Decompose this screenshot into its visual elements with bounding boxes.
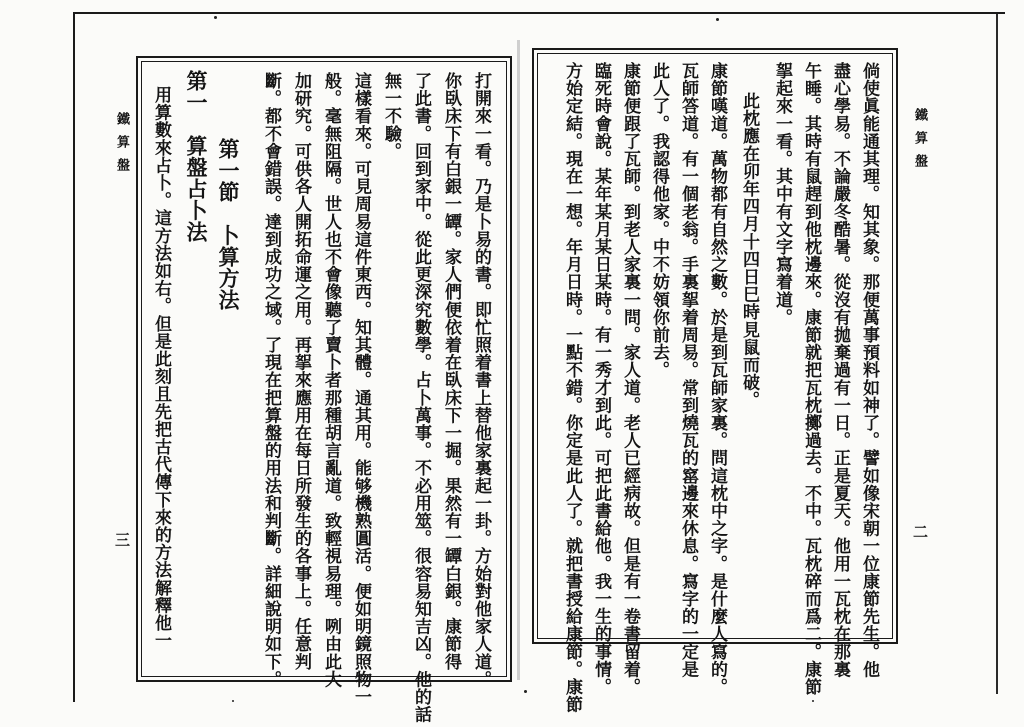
right-page-header: 鐵算盤 — [912, 108, 927, 177]
left-column-8: 斷。都不會錯誤。達到成功之域。了現在把算盤的用法和判斷。詳細說明如下。 — [261, 72, 281, 688]
left-column-1: 打開來一看。乃是卜易的書。即忙照着書上替他家裏起一卦。方始對他家人道。 — [471, 72, 491, 688]
left-column-3: 了此書。回到家中。從此更深究數學。占卜萬事。不必用筮。很容易知吉凶。他的話 — [411, 72, 431, 724]
book-gutter — [517, 40, 520, 680]
left-column-5: 這樣看來。可見周易這件東西。知其體。通其用。能够機熟圓活。便如明鏡照物一 — [351, 72, 371, 706]
left-column-2: 你臥床下有白銀一罈。家人們便依着在臥床下一掘。果然有一罈白銀。康節得 — [441, 72, 461, 671]
scan-speck — [232, 700, 234, 702]
right-column-10: 臨死時會說。某年某月某日某時。有一秀才到此。可把此書給他。我一生的事情。 — [591, 62, 611, 696]
section-heading: 第一節 卜算方法 — [216, 138, 241, 311]
right-column-5: 此枕應在卯年四月十四日巳時見鼠而破。 — [739, 92, 759, 409]
left-page-number: 三 — [113, 532, 131, 547]
scan-speck — [214, 16, 217, 19]
scan-speck — [524, 690, 527, 693]
left-column-4: 無一不驗。 — [381, 72, 401, 160]
right-column-3: 午睡。其時有鼠趕到他枕邊來。康節就把瓦枕擲過去。不中。瓦枕碎而爲二。康節 — [801, 62, 821, 696]
left-column-11: 用算數來占卜。這方法如右。但是此刻且先把古代傳下來的方法解釋他一 — [151, 86, 171, 650]
left-column-6: 般。毫無阻隔。世人也不會像聽了賣卜者那種胡言亂道。致輕視易理。咧由此大 — [321, 72, 341, 688]
scan-speck — [716, 18, 719, 21]
right-column-8: 此人了。我認得他家。中不妨領你前去。 — [649, 62, 669, 379]
right-column-9: 康節便跟了瓦師。到老人家裏一問。家人道。老人已經病故。但是有一卷書留着。 — [620, 62, 640, 696]
right-column-11: 方始定結。現在一想。年月日時。一點不錯。你定是此人了。就把書授給康節。康節 — [562, 62, 582, 714]
scan-speck — [812, 700, 814, 702]
right-page-edge — [996, 14, 998, 694]
left-page-header: 鐵算盤 — [114, 112, 129, 181]
left-column-7: 加研究。可供各人開拓命運之用。再挐來應用在每日所發生的各事上。任意判 — [291, 72, 311, 671]
right-column-1: 倘使眞能通其理。知其象。那便萬事預料如神了。譬如像宋朝一位康節先生。他 — [859, 62, 879, 678]
right-column-7: 瓦師答道。有一個老翁。手裏挐着周易。常到燒瓦的窰邊來休息。寫字的一定是 — [678, 62, 698, 678]
top-page-edge — [75, 12, 1005, 14]
subsection-heading: 第一 算盤占卜法 — [184, 70, 209, 243]
left-page-edge — [73, 12, 75, 702]
right-page-number: 二 — [911, 524, 929, 539]
right-column-6: 康節嘆道。萬物都有自然之數。於是到瓦師家裏。問這枕中之字。是什麼人寫的。 — [707, 62, 727, 696]
right-column-2: 盡心學易。不論嚴冬酷暑。從沒有拋棄過有一日。正是夏天。他用一瓦枕在那裏 — [830, 62, 850, 678]
right-column-4: 挐起來一看。其中有文字寫着道。 — [772, 62, 792, 326]
